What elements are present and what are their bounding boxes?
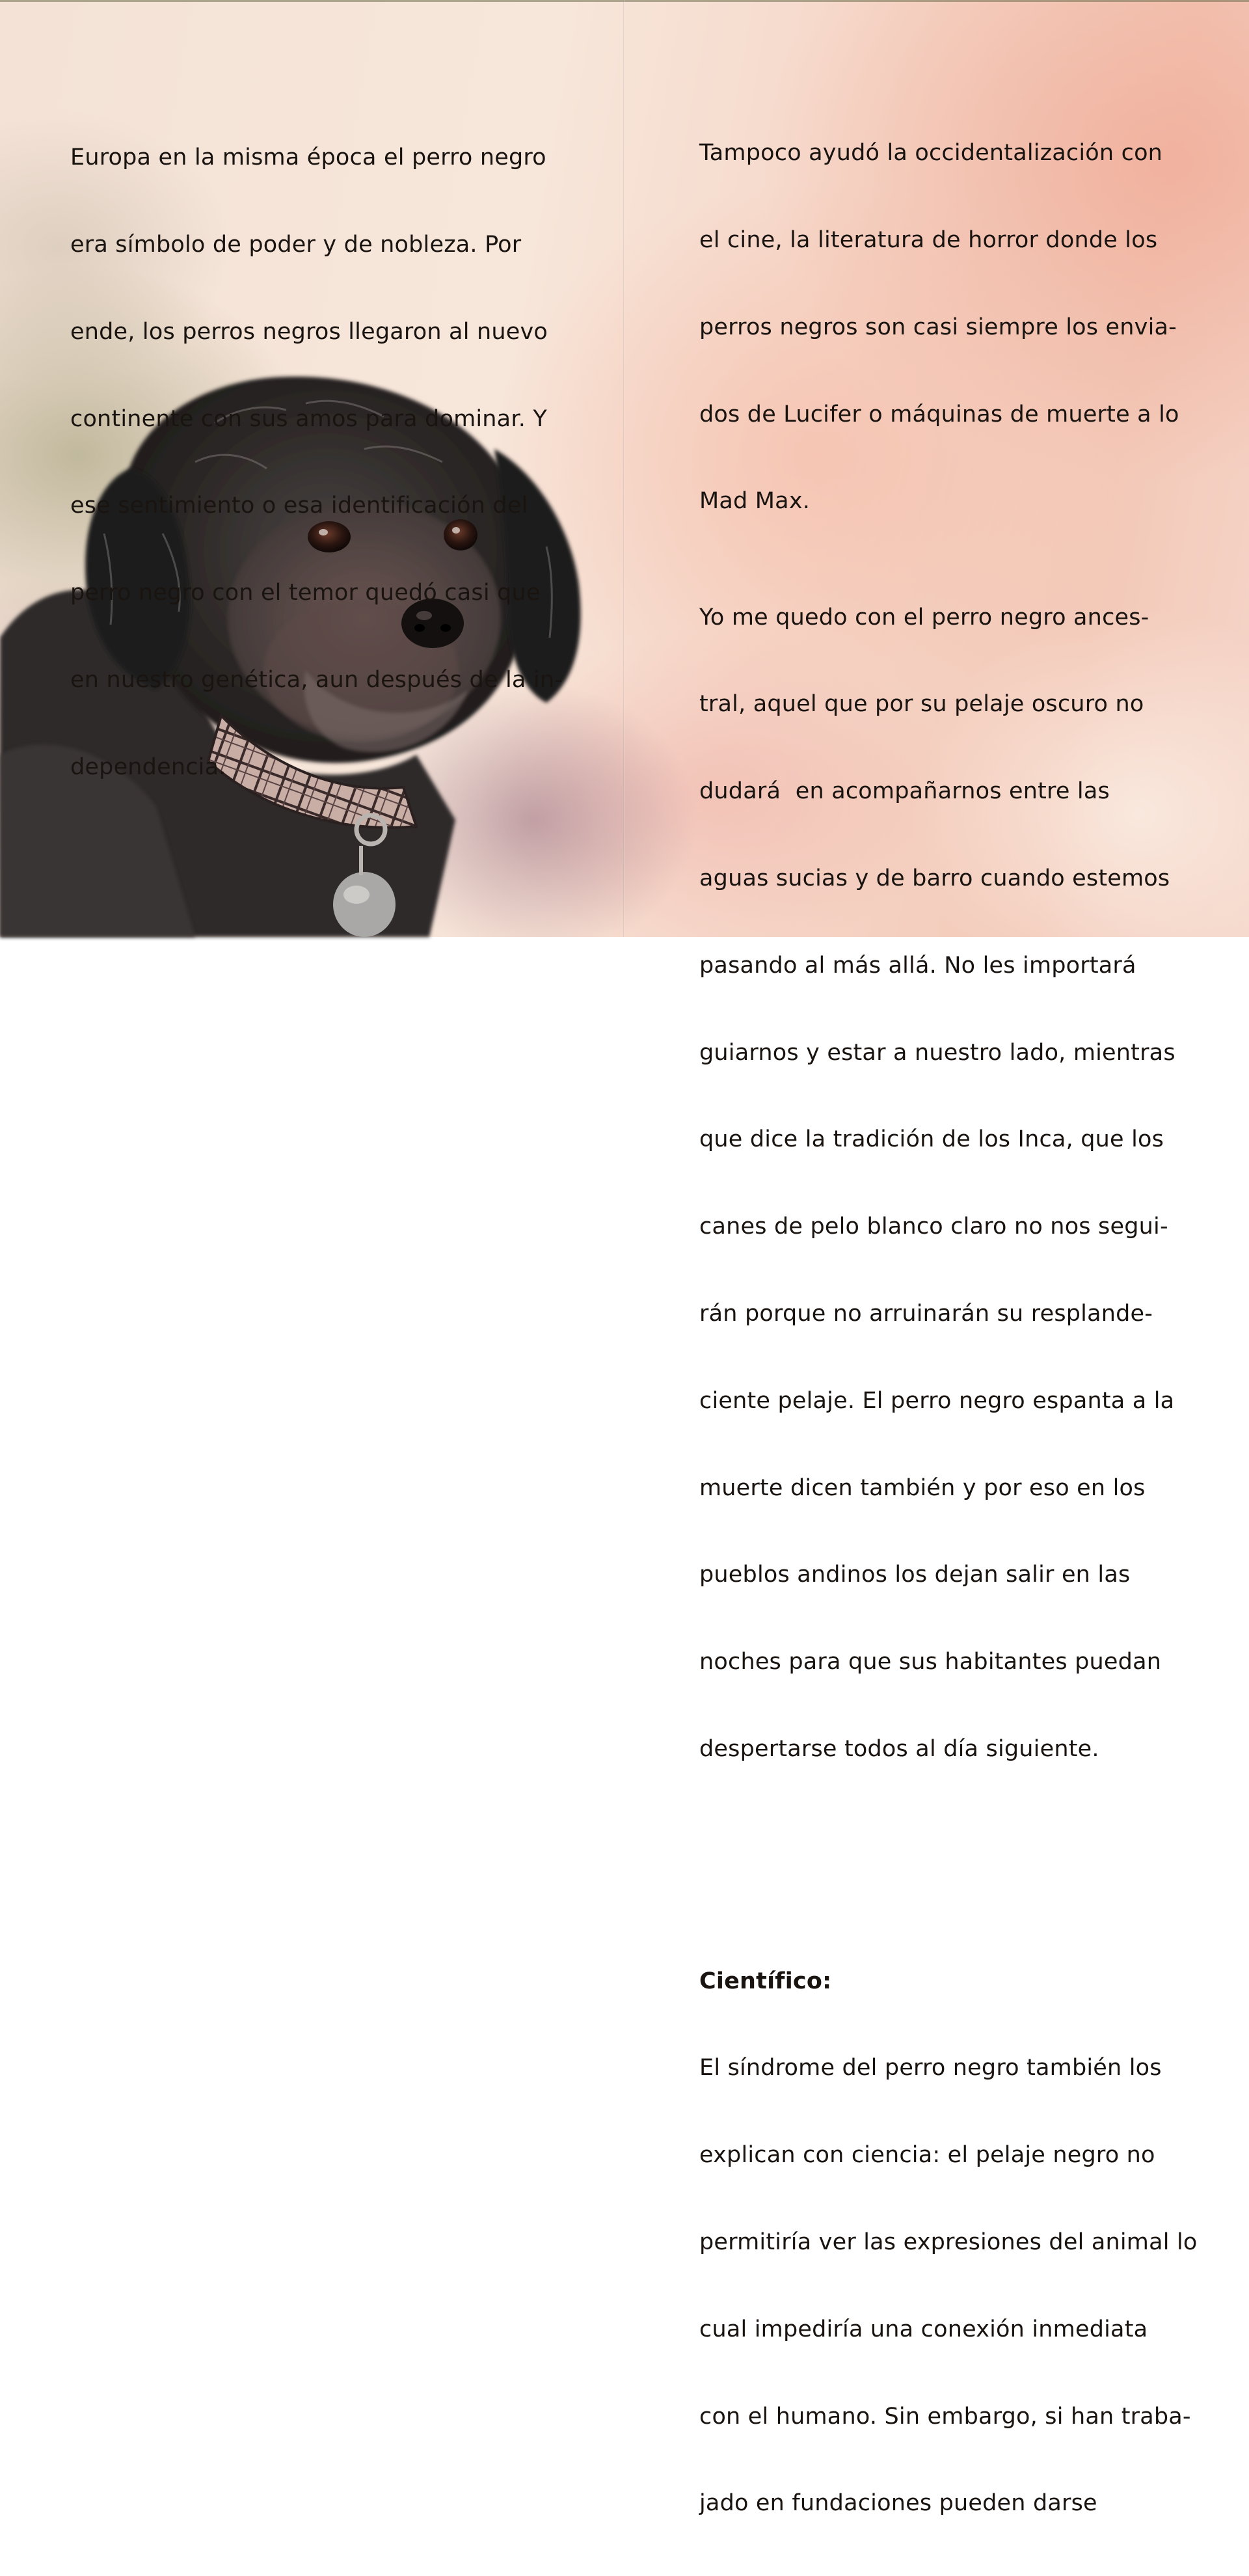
text-line: rán porque no arruinarán su resplande-: [699, 1300, 1153, 1327]
text-line: Yo me quedo con el perro negro ances-: [699, 604, 1149, 630]
text-line: Mad Max.: [699, 488, 811, 515]
section-heading: Científico:: [699, 1968, 832, 1994]
text-line: cual impediría una conexión inmediata: [699, 2316, 1148, 2342]
text-line: continente con sus amos para dominar. Y: [70, 405, 547, 432]
right-page-text: [699, 81, 1213, 2576]
text-line: pasando al más allá. No les importará: [699, 952, 1136, 979]
text-line: pueblos andinos los dejan salir en las: [699, 1562, 1131, 1588]
text-line: El síndrome del perro negro también los: [699, 2055, 1162, 2081]
text-line: ende, los perros negros llegaron al nuevo: [70, 318, 548, 345]
text-line: perros negros son casi siempre los envia-: [699, 314, 1177, 340]
text-line: tral, aquel que por su pelaje oscuro no: [699, 691, 1144, 718]
text-line: guiarnos y estar a nuestro lado, mientras: [699, 1039, 1175, 1066]
text-line: dudará en acompañarnos entre las: [699, 778, 1110, 805]
top-edge: [0, 0, 1249, 2]
text-line: explican con ciencia: el pelaje negro no: [699, 2142, 1155, 2169]
page-gutter: [623, 0, 624, 937]
text-line: perro negro con el temor quedó casi que: [70, 580, 541, 606]
left-page-text: [70, 85, 591, 839]
text-line: muerte dicen también y por eso en los: [699, 1474, 1146, 1501]
text-line: noches para que sus habitantes puedan: [699, 1649, 1162, 1675]
text-line: el cine, la literatura de horror donde los: [699, 226, 1158, 253]
text-line: dependencia.: [70, 753, 226, 780]
text-line: dos de Lucifer o máquinas de muerte a lo: [699, 401, 1179, 427]
text-line: Tampoco ayudó la occidentalización con: [699, 140, 1163, 167]
paragraph-gap: [699, 1851, 1213, 1880]
text-line: Europa en la misma época el perro negro: [70, 144, 546, 171]
text-line: ciente pelaje. El perro negro espanta a la: [699, 1387, 1175, 1414]
text-line: en nuestro genética, aun después de la in-: [70, 666, 563, 693]
text-line: ese sentimiento o esa identificación del: [70, 493, 528, 519]
text-line: despertarse todos al día siguiente.: [699, 1735, 1099, 1762]
text-line: con el humano. Sin embargo, si han traba-: [699, 2403, 1191, 2430]
text-line: permitiría ver las expresiones del animal lo: [699, 2229, 1198, 2255]
text-line: canes de pelo blanco claro no nos segui-: [699, 1213, 1168, 1240]
text-line: jado en fundaciones pueden darse: [699, 2490, 1097, 2517]
text-line: era símbolo de poder y de nobleza. Por: [70, 231, 522, 258]
text-line: aguas sucias y de barro cuando estemos: [699, 865, 1170, 892]
text-line: que dice la tradición de los Inca, que los: [699, 1126, 1164, 1153]
